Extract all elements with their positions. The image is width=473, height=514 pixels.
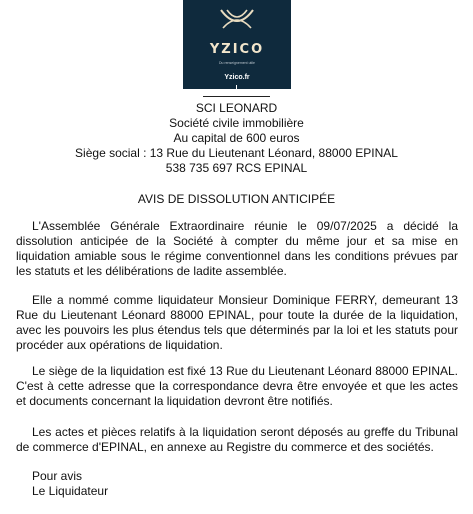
closing-line-2: Le Liquidateur bbox=[32, 484, 109, 498]
notice-paragraph-1: L'Assemblée Générale Extraordinaire réunie le 09/07/2025 a décidé la dissolution anticipée de la Société à compter du même jour et sa mise en liquidation amiable sous le régime conventionnel dans les conditions prévues par les statuts et les délibérations de ladite assemblée. bbox=[16, 219, 458, 278]
brand-tick bbox=[236, 85, 237, 89]
notice-paragraph-4: Les actes et pièces relatifs à la liquidation seront déposés au greffe du Tribunal de commerce d'EPINAL, en annexe au Registre du commerce et des sociétés. bbox=[16, 425, 458, 454]
company-registration: 538 735 697 RCS EPINAL bbox=[165, 161, 308, 175]
closing-line-1: Pour avis bbox=[32, 469, 83, 483]
brand-logo bbox=[183, 0, 291, 89]
notice-paragraph-3: Le siège de la liquidation est fixé 13 Rue du Lieutenant Léonard 88000 EPINAL. C'est à cette adresse que la correspondance devra être envoyée et que les actes et documents concernant la liquidation devront être notifiés. bbox=[16, 364, 458, 408]
notice-title: AVIS DE DISSOLUTION ANTICIPÉE bbox=[137, 192, 336, 206]
notice-paragraph-2: Elle a nommé comme liquidateur Monsieur Dominique FERRY, demeurant 13 Rue du Lieutenant Léonard 88000 EPINAL, pour toute la durée de la liquidation, avec les pouvoirs les plus étendus tels que déterminés par la loi et les statuts pour procéder aux opérations de liquidation. bbox=[16, 293, 458, 352]
separator-rule bbox=[203, 96, 270, 97]
company-name: SCI LEONARD bbox=[195, 101, 278, 115]
company-capital: Au capital de 600 euros bbox=[173, 131, 300, 145]
brand-name: YZICO bbox=[209, 42, 265, 57]
brand-url: Yzico.fr bbox=[224, 74, 250, 81]
company-form: Société civile immobilière bbox=[169, 116, 304, 130]
brand-mark-icon bbox=[217, 6, 257, 38]
notice-closing bbox=[32, 469, 108, 499]
company-header bbox=[0, 101, 473, 176]
company-seat: Siège social : 13 Rue du Lieutenant Léonard, 88000 EPINAL bbox=[75, 146, 398, 160]
brand-tagline: Du renseignement utile bbox=[219, 61, 255, 65]
